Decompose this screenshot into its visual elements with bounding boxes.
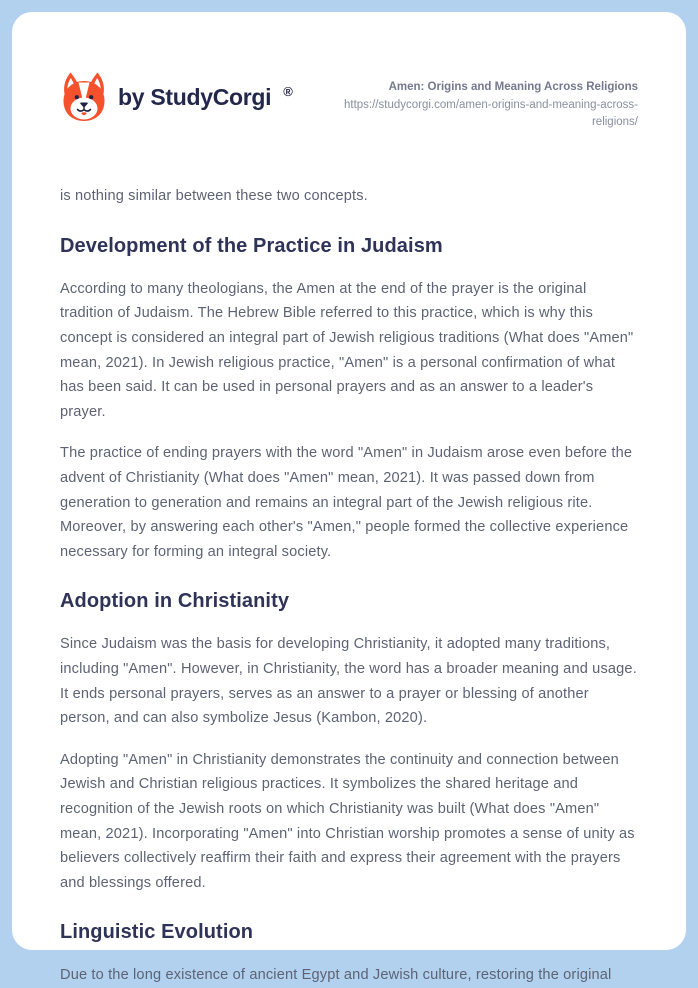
registered-trademark: ® xyxy=(283,83,293,99)
section-heading: Development of the Practice in Judaism xyxy=(60,234,443,257)
article-body xyxy=(60,184,638,988)
body-paragraph: Since Judaism was the basis for developing Christianity, it adopted many traditions, including "Amen". However, in Christianity, the word has a broader meaning and usage. It ends personal prayers, serves as an answer to a prayer or blessing of another person, and can also symbolize Jesus (Kambon, 2020). xyxy=(60,636,637,727)
document-url-link[interactable]: https://studycorgi.com/amen-origins-and-meaning-across-religions/ xyxy=(343,98,638,128)
body-paragraph: Adopting "Amen" in Christianity demonstrates the continuity and connection between Jewish and Christian religious practices. It symbolizes the shared heritage and recognition of the Jewish roots on which Christianity was built (What does "Amen" mean, 2021). Incorporating "Amen" into Christian worship promotes a sense of unity as believers collectively reaffirm their faith and express their agreement with the prayers and blessings offered. xyxy=(60,751,635,891)
section-heading: Linguistic Evolution xyxy=(60,921,254,944)
body-paragraph: According to many theologians, the Amen at the end of the prayer is the original tradition of Judaism. The Hebrew Bible referred to this practice, which is why this concept is considered an integral part of Jewish religious traditions (What does "Amen" mean, 2021). In Jewish religious practice, "Amen" is a personal confirmation of what has been said. It can be used in personal prayers and as an answer to a leader's prayer. xyxy=(60,280,634,420)
body-paragraph: The practice of ending prayers with the word "Amen" in Judaism arose even before the advent of Christianity (What does "Amen" mean, 2021). It was passed down from generation to generation and remains an integral part of the Jewish religious rite. Moreover, by answering each other's "Amen," people formed the collective experience necessary for forming an integral society. xyxy=(60,445,633,560)
document-meta xyxy=(303,80,638,130)
document-page xyxy=(12,12,686,984)
studycorgi-brand[interactable] xyxy=(60,72,293,122)
article-sections xyxy=(60,235,638,988)
document-title: Amen: Origins and Meaning Across Religions xyxy=(388,81,638,93)
brand-text: by StudyCorgi xyxy=(118,83,272,110)
corgi-logo-icon xyxy=(60,72,108,122)
section-heading: Adoption in Christianity xyxy=(60,590,290,613)
document-header xyxy=(60,72,638,130)
intro-paragraph-fragment: is nothing similar between these two concepts. xyxy=(60,188,368,205)
body-paragraph: Due to the long existence of ancient Egypt and Jewish culture, restoring the original xyxy=(60,967,612,984)
